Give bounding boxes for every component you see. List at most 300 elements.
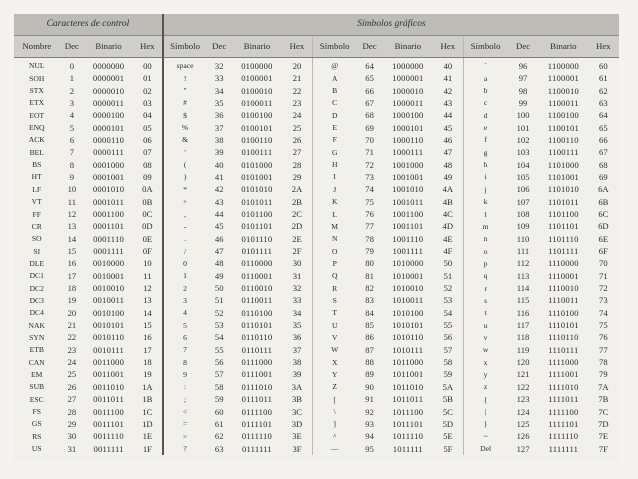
graphic-cell-dec: 52: [214, 307, 224, 318]
graphic-cell-hex: 3C: [291, 406, 302, 417]
graphic-cell-hex: 6B: [598, 196, 609, 207]
graphic-cell-hex: 29: [292, 171, 302, 182]
control-cell-dec: 15: [67, 246, 77, 257]
graphic-cell-hex: 26: [292, 134, 302, 145]
graphic-cell-dec: 39: [214, 147, 224, 158]
graphic-cell-binary: 1111001: [548, 369, 579, 380]
control-cell-dec: 3: [69, 97, 75, 108]
control-cell-dec: 19: [67, 295, 77, 306]
graphic-cell-hex: 56: [443, 332, 453, 343]
graphic-cell-dec: 37: [214, 122, 224, 133]
graphic-cell-hex: 64: [599, 110, 608, 121]
graphic-cell-hex: 33: [292, 295, 302, 306]
table-row: [14, 122, 619, 134]
control-cell-name: FS: [32, 407, 41, 416]
graphic-cell-dec: 35: [214, 97, 224, 108]
control-cell-name: ETB: [29, 345, 44, 355]
graphic-cell-hex: 7A: [598, 381, 609, 392]
graphic-cell-binary: 1100000: [547, 60, 579, 71]
graphic-cell-dec: 126: [516, 431, 530, 442]
col-header-hex: Hex: [433, 36, 464, 58]
graphic-cell-hex: 21: [292, 73, 302, 84]
control-cell-hex: 1C: [142, 406, 153, 417]
graphic-cell-binary: 0110010: [241, 283, 273, 294]
graphic-cell-dec: 42: [214, 184, 224, 195]
col-header-name: Nombre: [14, 36, 59, 58]
graphic-cell-hex: 5A: [442, 381, 454, 392]
graphic-cell-dec: 92: [365, 406, 374, 417]
graphic-cell-binary: 1110001: [547, 270, 579, 281]
graphic-cell-binary: 0110111: [241, 344, 273, 355]
graphic-cell-binary: 0111000: [241, 357, 273, 368]
graphic-cell-binary: 1110011: [548, 295, 579, 306]
graphic-cell-hex: 20: [292, 60, 302, 71]
control-cell-hex: 0F: [142, 246, 152, 257]
graphic-cell-symbol: w: [464, 344, 507, 356]
graphic-cell-dec: 68: [365, 110, 374, 121]
graphic-cell-symbol: <: [163, 406, 206, 418]
control-cell-name: BEL: [29, 147, 44, 157]
graphic-cell-dec: 124: [516, 406, 530, 417]
control-cell-name: GS: [31, 419, 42, 429]
graphic-cell-binary: 0110011: [241, 295, 273, 306]
control-cell-binary: 0010000: [92, 258, 125, 269]
graphic-cell-hex: 69: [599, 171, 608, 182]
graphic-cell-symbol: D: [313, 109, 356, 121]
control-cell-binary: 0001111: [93, 246, 124, 257]
graphic-cell-dec: 41: [214, 171, 224, 182]
graphic-cell-binary: 0101100: [241, 209, 273, 219]
graphic-cell-symbol: -: [163, 220, 206, 232]
graphic-cell-hex: 23: [292, 97, 302, 108]
graphic-cell-binary: 1001000: [392, 159, 424, 170]
graphic-cell-hex: 42: [443, 85, 453, 96]
graphic-cell-dec: 112: [516, 258, 530, 269]
graphic-cell-symbol: G: [313, 146, 356, 158]
graphic-cell-symbol: O: [313, 245, 356, 257]
control-cell-binary: 0000001: [92, 73, 125, 84]
control-cell-hex: 09: [143, 171, 152, 182]
control-cell-name: DC1: [29, 271, 44, 281]
table-row: [14, 159, 619, 171]
graphic-cell-symbol: =: [163, 418, 206, 430]
control-cell-name: DC2: [29, 283, 44, 293]
table-row: [14, 270, 619, 282]
control-cell-name: SI: [33, 246, 41, 256]
graphic-cell-hex: 4D: [442, 221, 454, 232]
graphic-cell-symbol: n: [464, 233, 507, 245]
graphic-cell-dec: 81: [365, 270, 374, 281]
graphic-cell-hex: 70: [599, 258, 608, 269]
graphic-cell-hex: 63: [599, 97, 608, 108]
table-row: [14, 258, 619, 270]
graphic-cell-dec: 101: [516, 122, 530, 133]
control-cell-dec: 11: [67, 196, 77, 207]
control-cell-binary: 0011110: [93, 431, 124, 442]
control-cell-dec: 16: [67, 258, 77, 269]
table-row: [14, 134, 619, 146]
graphic-cell-binary: 0101111: [241, 246, 273, 257]
graphic-cell-binary: 1010100: [392, 307, 424, 318]
graphic-cell-binary: 0100111: [241, 147, 273, 158]
control-cell-binary: 0010001: [92, 270, 125, 281]
graphic-cell-symbol: @: [313, 58, 356, 73]
graphic-cell-symbol: R: [313, 282, 356, 294]
graphic-cell-hex: 3F: [292, 443, 302, 454]
control-cell-hex: 01: [143, 73, 152, 84]
graphic-cell-dec: 75: [365, 196, 374, 207]
graphic-cell-hex: 48: [443, 159, 453, 170]
graphic-cell-hex: 79: [599, 369, 608, 380]
graphic-cell-hex: 36: [292, 332, 302, 343]
control-cell-binary: 0011001: [92, 369, 125, 380]
graphic-cell-dec: 94: [365, 431, 374, 442]
graphic-cell-hex: 44: [443, 110, 453, 121]
graphic-cell-hex: 5C: [442, 406, 453, 417]
graphic-cell-symbol: m: [464, 220, 507, 232]
table-row: [14, 332, 619, 344]
graphic-cell-symbol: +: [163, 196, 206, 208]
graphic-cell-dec: 90: [365, 381, 374, 392]
col-header-dec: Dec: [206, 36, 232, 58]
graphic-cell-binary: 1001001: [392, 171, 424, 182]
control-cell-name: DC4: [29, 308, 44, 318]
graphic-cell-binary: 1010000: [392, 258, 424, 269]
control-cell-hex: 02: [143, 85, 152, 96]
graphic-cell-dec: 33: [214, 73, 224, 84]
table-row: [14, 171, 619, 183]
graphic-cell-binary: 1001100: [392, 209, 424, 219]
control-cell-dec: 9: [69, 171, 75, 182]
graphic-cell-binary: 1100110: [547, 134, 579, 145]
graphic-cell-binary: 1111101: [548, 418, 579, 429]
graphic-cell-hex: 34: [292, 307, 302, 318]
graphic-cell-binary: 1101111: [548, 246, 579, 257]
graphic-cell-binary: 0111100: [241, 406, 273, 417]
control-cell-hex: 1B: [142, 394, 153, 405]
graphic-cell-dec: 97: [518, 73, 528, 84]
ascii-table: [14, 14, 619, 455]
control-cell-name: ACK: [28, 135, 45, 145]
graphic-cell-hex: 68: [599, 159, 608, 170]
graphic-cell-symbol: |: [464, 406, 507, 418]
graphic-cell-dec: 116: [516, 307, 530, 318]
control-cell-binary: 0011010: [92, 381, 125, 392]
control-cell-binary: 0000010: [92, 85, 125, 96]
graphic-cell-dec: 44: [214, 209, 224, 219]
control-cell-hex: 1D: [142, 418, 153, 429]
graphic-cell-symbol: V: [313, 332, 356, 344]
table-row: [14, 245, 619, 257]
graphic-cell-symbol: ': [163, 146, 206, 158]
graphic-cell-dec: 40: [214, 159, 224, 170]
group-header-row: [14, 14, 619, 36]
graphic-cell-symbol: L: [313, 208, 356, 220]
graphic-cell-symbol: k: [464, 196, 507, 208]
graphic-cell-dec: 70: [365, 134, 374, 145]
table-row: [14, 109, 619, 121]
graphic-cell-binary: 0101011: [241, 196, 273, 207]
graphic-cell-binary: 1101010: [547, 184, 579, 195]
graphic-cell-binary: 1000111: [392, 147, 424, 158]
control-cell-hex: 13: [143, 295, 152, 306]
graphic-cell-dec: 59: [214, 394, 224, 405]
graphic-cell-dec: 117: [516, 320, 530, 331]
control-cell-binary: 0001010: [92, 184, 125, 195]
graphic-cell-binary: 0100000: [241, 60, 273, 71]
graphic-cell-hex: 2B: [291, 196, 302, 207]
graphic-cell-dec: 119: [516, 344, 530, 355]
col-header-hex: Hex: [282, 36, 313, 58]
graphic-cell-symbol: T: [313, 307, 356, 319]
table-row: [14, 430, 619, 442]
graphic-cell-hex: 2C: [291, 209, 302, 219]
graphic-cell-binary: 1011111: [392, 443, 423, 454]
graphic-cell-dec: 58: [214, 381, 224, 392]
graphic-cell-hex: 37: [292, 344, 302, 355]
control-cell-binary: 0001011: [92, 196, 125, 207]
graphic-cell-binary: 0100001: [241, 73, 273, 84]
graphic-cell-symbol: 0: [163, 258, 206, 270]
graphic-cell-symbol: P: [313, 258, 356, 270]
control-cell-dec: 8: [69, 159, 75, 170]
graphic-cell-dec: 38: [214, 134, 224, 145]
table-row: [14, 418, 619, 430]
control-cell-name: ETX: [29, 98, 45, 108]
ascii-table-sheet: [14, 14, 619, 462]
graphic-cell-binary: 1010011: [392, 295, 424, 306]
graphic-cell-symbol: &: [163, 134, 206, 146]
graphic-cell-dec: 49: [214, 270, 224, 281]
graphic-cell-symbol: p: [464, 258, 507, 270]
graphic-cell-symbol: a: [464, 72, 507, 84]
graphic-cell-dec: 84: [365, 307, 374, 318]
control-cell-binary: 0010100: [92, 307, 125, 318]
control-cell-binary: 0010111: [93, 344, 124, 355]
graphic-cell-hex: 72: [599, 283, 608, 294]
graphic-cell-dec: 34: [214, 85, 224, 96]
graphic-cell-binary: 0100011: [241, 97, 273, 108]
graphic-cell-hex: 45: [443, 122, 453, 133]
graphic-cell-binary: 1010110: [392, 332, 424, 343]
graphic-cell-symbol: .: [163, 233, 206, 245]
graphic-cell-symbol: t: [464, 307, 507, 319]
control-cell-dec: 22: [67, 332, 77, 343]
graphic-cell-dec: 95: [365, 443, 374, 454]
col-header-dec: Dec: [59, 36, 84, 58]
graphic-cell-symbol: $: [163, 109, 206, 121]
graphic-cell-dec: 56: [214, 357, 224, 368]
graphic-cell-hex: 25: [292, 122, 302, 133]
graphic-cell-symbol: I: [313, 171, 356, 183]
graphic-cell-dec: 43: [214, 196, 224, 207]
graphic-cell-binary: 1100111: [548, 147, 579, 158]
col-header-dec: Dec: [356, 36, 383, 58]
control-cell-binary: 0011100: [93, 406, 124, 417]
graphic-cell-binary: 1000101: [392, 122, 424, 133]
graphic-cell-dec: 60: [214, 406, 224, 417]
graphic-cell-symbol: h: [464, 159, 507, 171]
graphic-cell-binary: 1110000: [547, 258, 579, 269]
control-cell-binary: 0001000: [92, 159, 125, 170]
graphic-cell-dec: 83: [365, 295, 374, 306]
graphic-cell-dec: 50: [214, 283, 224, 294]
graphic-cell-hex: 2D: [291, 221, 303, 232]
graphic-cell-dec: 67: [365, 97, 374, 108]
control-cell-name: FF: [32, 209, 41, 219]
graphic-cell-hex: 47: [443, 147, 453, 158]
control-cell-dec: 31: [67, 443, 77, 454]
graphic-cell-hex: 43: [443, 97, 453, 108]
graphic-cell-symbol: ": [163, 85, 206, 97]
graphic-cell-hex: 7F: [598, 443, 608, 454]
graphic-cell-symbol: N: [313, 233, 356, 245]
graphic-cell-symbol: e: [464, 122, 507, 134]
graphic-cell-hex: 59: [443, 369, 453, 380]
control-cell-hex: 00: [143, 60, 152, 71]
graphic-cell-hex: 4F: [443, 246, 453, 257]
table-row: [14, 85, 619, 97]
control-cell-hex: 05: [143, 122, 152, 133]
graphic-cell-symbol: ): [163, 171, 206, 183]
graphic-cell-symbol: o: [464, 245, 507, 257]
table-row: [14, 344, 619, 356]
graphic-cell-dec: 54: [214, 332, 224, 343]
graphic-cell-dec: 74: [365, 184, 374, 195]
graphic-cell-dec: 53: [214, 320, 224, 331]
graphic-cell-dec: 65: [365, 73, 374, 84]
table-row: [14, 196, 619, 208]
graphic-cell-hex: 51: [443, 270, 453, 281]
graphic-cell-binary: 0101001: [241, 171, 273, 182]
graphic-cell-dec: 122: [516, 381, 530, 392]
graphic-cell-hex: 7C: [598, 406, 609, 417]
graphic-cell-symbol: 7: [163, 344, 206, 356]
control-cell-name: EOT: [29, 110, 45, 120]
table-row: [14, 97, 619, 109]
graphic-cell-hex: 6E: [598, 233, 609, 244]
control-cell-hex: 04: [143, 110, 152, 121]
graphic-cell-binary: 1000010: [392, 85, 424, 96]
graphic-cell-hex: 4C: [442, 209, 453, 219]
col-header-hex: Hex: [588, 36, 619, 58]
control-cell-name: LF: [32, 184, 42, 194]
graphic-cell-binary: 0110001: [241, 270, 273, 281]
control-cell-name: ENQ: [28, 123, 45, 133]
graphic-cell-symbol: g: [464, 146, 507, 158]
graphic-cell-dec: 51: [214, 295, 224, 306]
ascii-table-body: [14, 58, 619, 456]
graphic-cell-symbol: *: [163, 183, 206, 195]
graphic-cell-binary: 1000011: [392, 97, 424, 108]
graphic-cell-dec: 85: [365, 320, 374, 331]
graphic-cell-symbol: #: [163, 97, 206, 109]
control-cell-hex: 07: [143, 147, 152, 158]
control-cell-hex: 18: [143, 357, 152, 368]
graphic-group-title: Símbolos gráficos: [163, 14, 619, 36]
graphic-cell-dec: 72: [365, 159, 374, 170]
graphic-cell-binary: 1010111: [392, 344, 424, 355]
graphic-cell-dec: 127: [516, 443, 530, 454]
control-cell-name: EM: [31, 369, 43, 379]
graphic-cell-hex: 7B: [598, 394, 609, 405]
graphic-cell-symbol: \: [313, 406, 356, 418]
graphic-cell-binary: 1110101: [547, 320, 579, 331]
control-cell-binary: 0001110: [93, 233, 124, 244]
graphic-cell-binary: 1000110: [392, 134, 424, 145]
graphic-cell-dec: 76: [365, 209, 374, 219]
graphic-cell-binary: 0100100: [241, 110, 273, 121]
graphic-cell-hex: 55: [443, 320, 453, 331]
graphic-cell-dec: 77: [365, 221, 374, 232]
control-cell-dec: 14: [67, 233, 77, 244]
control-cell-name: US: [31, 444, 42, 454]
graphic-cell-binary: 0111111: [241, 443, 272, 454]
graphic-cell-binary: 1011001: [392, 369, 424, 380]
control-cell-dec: 4: [69, 110, 75, 121]
graphic-cell-binary: 1000000: [392, 60, 424, 71]
graphic-cell-hex: 3D: [291, 418, 303, 429]
graphic-cell-hex: 65: [599, 122, 608, 133]
graphic-cell-hex: 61: [599, 73, 608, 84]
graphic-cell-dec: 63: [214, 443, 224, 454]
graphic-cell-hex: 4A: [442, 184, 454, 195]
graphic-cell-binary: 0101000: [241, 159, 273, 170]
graphic-cell-binary: 1000100: [392, 110, 424, 121]
col-header-dec: Dec: [507, 36, 539, 58]
graphic-cell-symbol: s: [464, 295, 507, 307]
graphic-cell-binary: 1100001: [547, 73, 579, 84]
graphic-cell-symbol: Del: [464, 443, 507, 455]
graphic-cell-symbol: A: [313, 72, 356, 84]
graphic-cell-symbol: f: [464, 134, 507, 146]
graphic-cell-symbol: U: [313, 319, 356, 331]
graphic-cell-dec: 62: [214, 431, 224, 442]
control-cell-name: SO: [31, 234, 42, 244]
graphic-cell-dec: 96: [518, 60, 528, 71]
graphic-cell-hex: 30: [292, 258, 302, 269]
graphic-cell-symbol: X: [313, 356, 356, 368]
graphic-cell-hex: 49: [443, 171, 453, 182]
graphic-cell-binary: 1001010: [392, 184, 424, 195]
graphic-cell-dec: 107: [516, 196, 530, 207]
graphic-cell-dec: 88: [365, 357, 374, 368]
graphic-cell-hex: 6C: [598, 209, 609, 219]
graphic-cell-binary: 1011000: [392, 357, 424, 368]
graphic-cell-dec: 71: [365, 147, 374, 158]
graphic-cell-symbol: i: [464, 171, 507, 183]
table-row: [14, 295, 619, 307]
control-cell-dec: 26: [67, 381, 77, 392]
control-cell-dec: 20: [67, 307, 77, 318]
graphic-cell-dec: 66: [365, 85, 374, 96]
graphic-cell-hex: 67: [599, 147, 608, 158]
graphic-cell-symbol: j: [464, 183, 507, 195]
graphic-cell-hex: 73: [599, 295, 608, 306]
graphic-cell-symbol: 6: [163, 332, 206, 344]
graphic-cell-binary: 0110110: [241, 332, 273, 343]
col-header-binary: Binario: [539, 36, 588, 58]
graphic-cell-binary: 0111001: [241, 369, 273, 380]
graphic-cell-symbol: 1: [163, 270, 206, 282]
graphic-cell-dec: 64: [365, 60, 374, 71]
graphic-cell-hex: 75: [599, 320, 608, 331]
table-row: [14, 406, 619, 418]
graphic-cell-dec: 99: [518, 97, 528, 108]
table-row: [14, 58, 619, 73]
graphic-cell-binary: 1001011: [392, 196, 424, 207]
graphic-cell-dec: 87: [365, 344, 374, 355]
